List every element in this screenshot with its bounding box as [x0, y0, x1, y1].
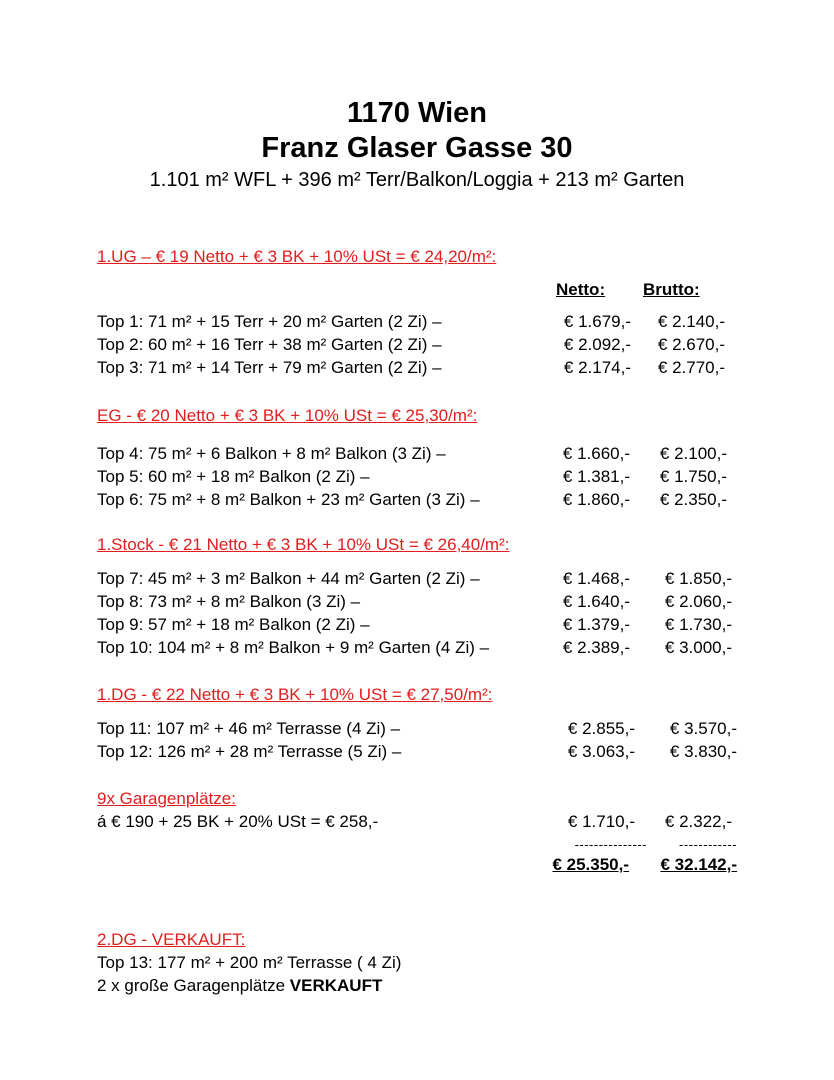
brutto-price: € 1.750,- — [659, 467, 727, 486]
title-city: 1170 Wien — [347, 97, 487, 129]
section-1dg — [97, 683, 757, 763]
sold-label: VERKAUFT — [289, 976, 383, 995]
netto-price: € 1.640,- — [562, 592, 630, 611]
brutto-price: € 3.000,- — [664, 638, 732, 657]
netto-price: € 2.174,- — [563, 358, 631, 377]
unit-description: Top 5: 60 m² + 18 m² Balkon (2 Zi) – — [97, 467, 370, 486]
unit-description: Top 10: 104 m² + 8 m² Balkon + 9 m² Garten (4 Zi) – — [97, 638, 490, 657]
table-row — [97, 356, 757, 379]
unit-description: Top 8: 73 m² + 8 m² Balkon (3 Zi) – — [97, 592, 361, 611]
netto-price: € 1.381,- — [562, 467, 630, 486]
brutto-price: € 3.830,- — [669, 742, 737, 761]
brutto-price: € 2.350,- — [659, 490, 727, 509]
brutto-price: € 1.850,- — [664, 569, 732, 588]
unit-description: Top 1: 71 m² + 15 Terr + 20 m² Garten (2 Zi) – — [97, 312, 442, 331]
unit-description: Top 12: 126 m² + 28 m² Terrasse (5 Zi) – — [97, 742, 402, 761]
section-heading: 9x Garagenplätze: — [97, 789, 236, 808]
section-heading: 2.DG - VERKAUFT: — [97, 930, 246, 949]
table-row — [97, 636, 757, 659]
garage-description: á € 190 + 25 BK + 20% USt = € 258,- — [97, 812, 379, 831]
title-street: Franz Glaser Gasse 30 — [261, 132, 573, 164]
netto-price: € 2.092,- — [563, 335, 631, 354]
section-heading: 1.DG - € 22 Netto + € 3 BK + 10% USt = € 27,50/m²: — [97, 685, 493, 704]
unit-description: Top 9: 57 m² + 18 m² Balkon (2 Zi) – — [97, 615, 370, 634]
table-row — [97, 717, 757, 740]
unit-description: Top 6: 75 m² + 8 m² Balkon + 23 m² Garten (3 Zi) – — [97, 490, 480, 509]
netto-price: € 1.710,- — [567, 812, 635, 831]
netto-price: € 1.379,- — [562, 615, 630, 634]
section-sold — [97, 928, 757, 997]
table-row — [97, 442, 757, 465]
column-headers — [97, 278, 757, 301]
section-heading: EG - € 20 Netto + € 3 BK + 10% USt = € 25,30/m²: — [97, 406, 478, 425]
table-row — [97, 333, 757, 356]
section-eg — [97, 404, 757, 511]
table-row — [97, 465, 757, 488]
netto-price: € 1.860,- — [562, 490, 630, 509]
section-garage — [97, 787, 757, 876]
brutto-price: € 2.100,- — [659, 444, 727, 463]
unit-description: Top 7: 45 m² + 3 m² Balkon + 44 m² Garten (2 Zi) – — [97, 569, 480, 588]
separator-brutto: ------------ — [679, 837, 737, 852]
table-row — [97, 810, 757, 833]
netto-price: € 1.468,- — [562, 569, 630, 588]
brutto-header: Brutto: — [643, 280, 700, 299]
section-heading: 1.UG – € 19 Netto + € 3 BK + 10% USt = € 24,20/m²: — [97, 247, 497, 266]
table-row — [97, 567, 757, 590]
section-1ug — [97, 245, 757, 379]
separator-row — [97, 833, 757, 853]
total-netto: € 25.350,- — [552, 855, 629, 874]
table-row — [97, 590, 757, 613]
separator-netto: --------------- — [574, 837, 647, 852]
brutto-price: € 2.670,- — [657, 335, 725, 354]
totals-row — [97, 853, 757, 876]
table-row — [97, 740, 757, 763]
brutto-price: € 2.140,- — [657, 312, 725, 331]
brutto-price: € 2.322,- — [664, 812, 732, 831]
sold-line-2-text: 2 x große Garagenplätze — [97, 976, 286, 995]
brutto-price: € 2.770,- — [657, 358, 725, 377]
total-brutto: € 32.142,- — [660, 855, 737, 874]
brutto-price: € 2.060,- — [664, 592, 732, 611]
netto-price: € 3.063,- — [567, 742, 635, 761]
document-title — [0, 96, 834, 194]
netto-header: Netto: — [556, 280, 606, 299]
sold-line-1: Top 13: 177 m² + 200 m² Terrasse ( 4 Zi) — [97, 953, 402, 972]
unit-description: Top 2: 60 m² + 16 Terr + 38 m² Garten (2 Zi) – — [97, 335, 442, 354]
unit-description: Top 11: 107 m² + 46 m² Terrasse (4 Zi) – — [97, 719, 401, 738]
title-summary: 1.101 m² WFL + 396 m² Terr/Balkon/Loggia + 213 m² Garten — [149, 169, 685, 191]
netto-price: € 2.855,- — [567, 719, 635, 738]
table-row — [97, 310, 757, 333]
table-row — [97, 488, 757, 511]
table-row — [97, 613, 757, 636]
section-heading: 1.Stock - € 21 Netto + € 3 BK + 10% USt = € 26,40/m²: — [97, 535, 510, 554]
brutto-price: € 1.730,- — [664, 615, 732, 634]
unit-description: Top 4: 75 m² + 6 Balkon + 8 m² Balkon (3 Zi) – — [97, 444, 446, 463]
sold-line-2 — [97, 974, 757, 997]
netto-price: € 2.389,- — [562, 638, 630, 657]
brutto-price: € 3.570,- — [669, 719, 737, 738]
unit-description: Top 3: 71 m² + 14 Terr + 79 m² Garten (2 Zi) – — [97, 358, 442, 377]
netto-price: € 1.660,- — [562, 444, 630, 463]
netto-price: € 1.679,- — [563, 312, 631, 331]
section-1stock — [97, 533, 757, 659]
